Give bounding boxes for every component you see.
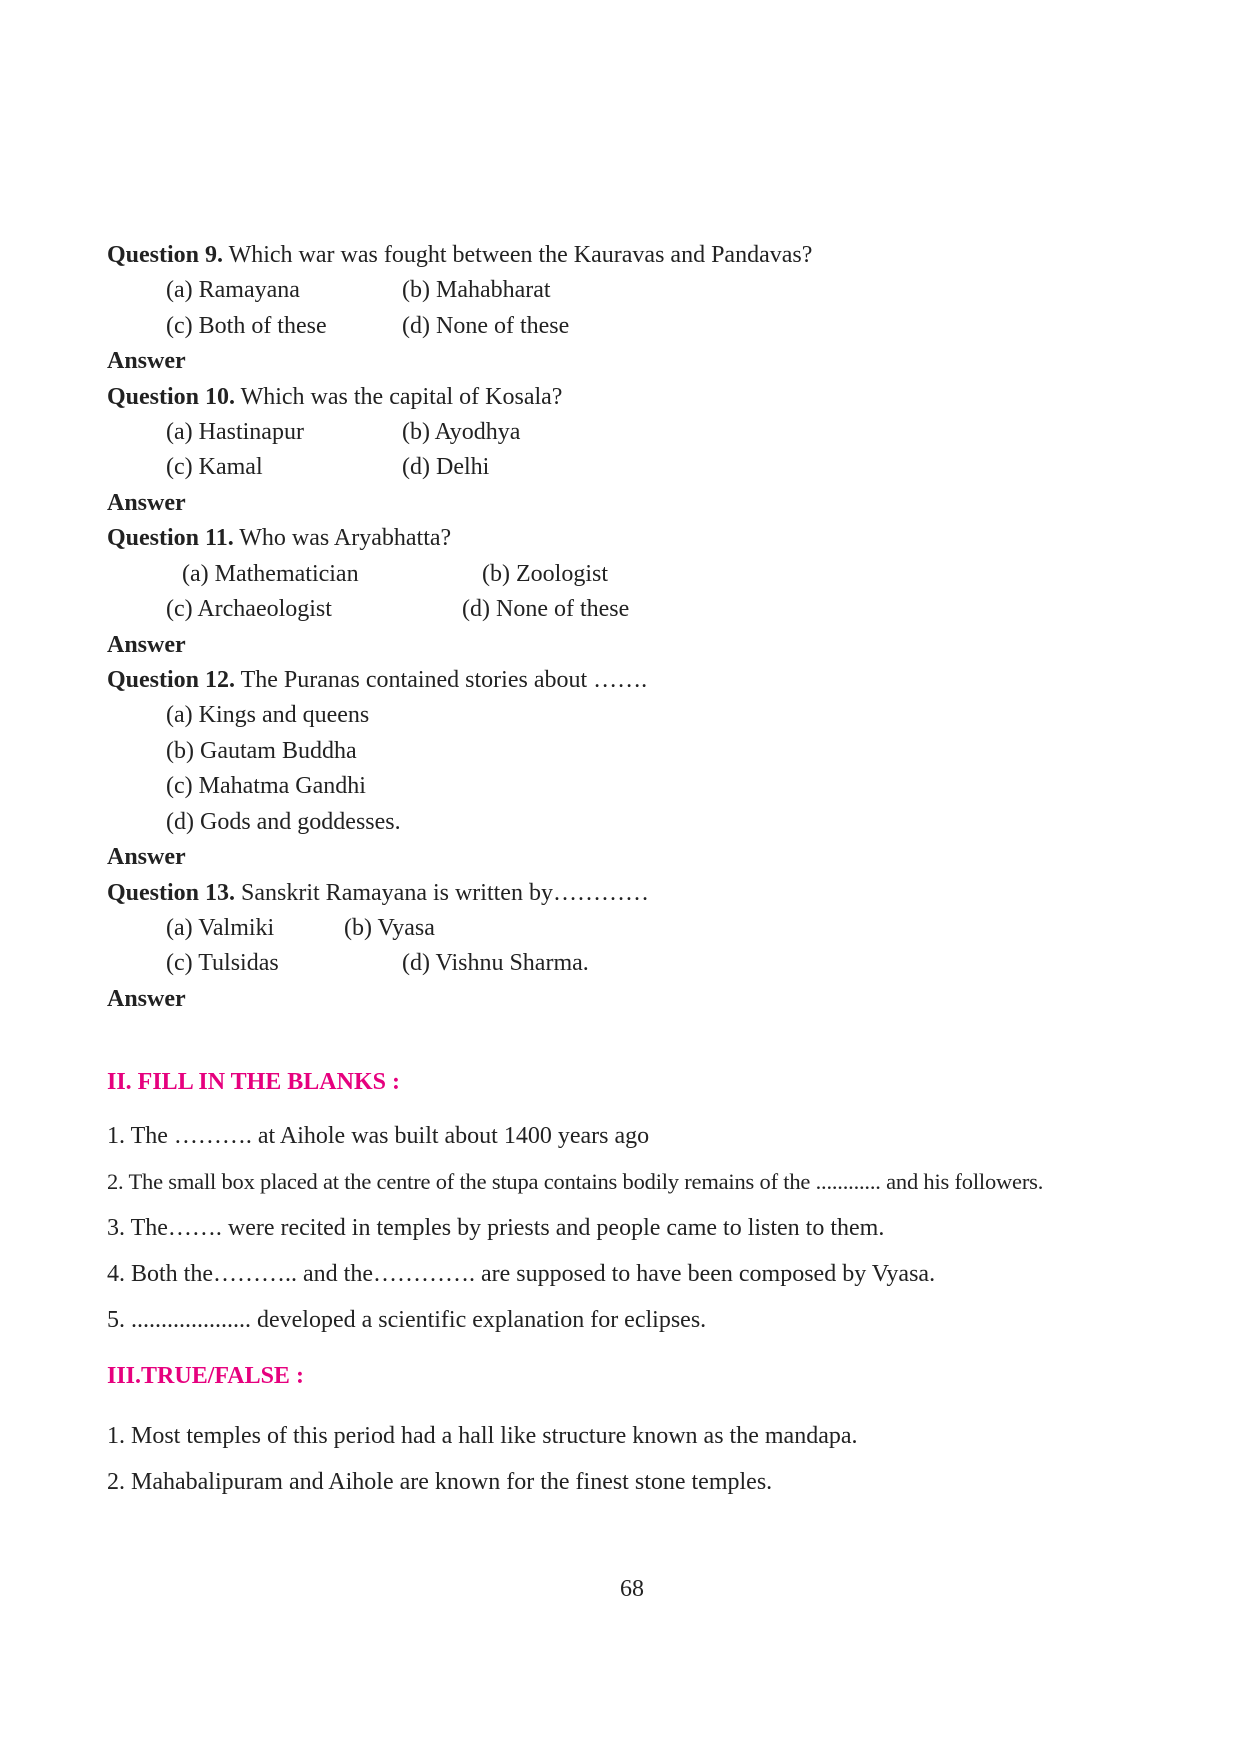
true-false-item: 1. Most temples of this period had a hall like structure known as the mandapa. (107, 1423, 858, 1449)
question-text: Which was the capital of Kosala? (235, 384, 563, 410)
section-heading-fill-blanks: II. FILL IN THE BLANKS : (107, 1069, 400, 1095)
answer-label: Answer (107, 986, 186, 1012)
fill-blank-item: 2. The small box placed at the centre of the stupa contains bodily remains of the ............ and his followers. (107, 1169, 1044, 1194)
question-label: Question 12. (107, 667, 236, 693)
option-b: (b) Vyasa (344, 915, 435, 941)
true-false-item: 2. Mahabalipuram and Aihole are known for the finest stone temples. (107, 1469, 773, 1495)
section-heading-true-false: III.TRUE/FALSE : (107, 1363, 304, 1389)
question-label: Question 10. (107, 384, 236, 410)
option-c: (c) Archaeologist (166, 596, 332, 622)
option-d: (d) Delhi (402, 454, 490, 480)
option-b: (b) Ayodhya (402, 419, 521, 445)
question-text: Who was Aryabhatta? (233, 525, 452, 551)
option-d: (d) None of these (462, 596, 630, 622)
question-12 (107, 665, 647, 695)
question-label: Question 13. (107, 880, 236, 906)
option-b: (b) Gautam Buddha (166, 738, 357, 764)
answer-label: Answer (107, 490, 186, 516)
option-d: (d) None of these (402, 313, 570, 339)
question-9 (107, 240, 812, 270)
question-11 (107, 523, 451, 553)
fill-blank-item: 3. The……. were recited in temples by priests and people came to listen to them. (107, 1215, 885, 1241)
option-b: (b) Zoologist (482, 561, 608, 587)
option-c: (c) Kamal (166, 454, 263, 480)
option-a: (a) Hastinapur (166, 419, 304, 445)
fill-blank-item: 5. .................... developed a scientific explanation for eclipses. (107, 1307, 707, 1333)
answer-label: Answer (107, 632, 186, 658)
answer-label: Answer (107, 844, 186, 870)
question-text: Which war was fought between the Kauravas and Pandavas? (223, 242, 813, 268)
answer-label: Answer (107, 348, 186, 374)
option-c: (c) Both of these (166, 313, 327, 339)
question-label: Question 9. (107, 242, 224, 268)
option-d: (d) Gods and goddesses. (166, 809, 401, 835)
option-d: (d) Vishnu Sharma. (402, 950, 589, 976)
option-a: (a) Valmiki (166, 915, 275, 941)
option-c: (c) Mahatma Gandhi (166, 773, 366, 799)
question-label: Question 11. (107, 525, 234, 551)
question-10 (107, 382, 562, 412)
question-text: Sanskrit Ramayana is written by………… (235, 880, 649, 906)
option-c: (c) Tulsidas (166, 950, 279, 976)
option-a: (a) Ramayana (166, 277, 300, 303)
question-13 (107, 878, 649, 908)
question-text: The Puranas contained stories about ……. (235, 667, 648, 693)
option-a: (a) Mathematician (182, 561, 359, 587)
fill-blank-item: 4. Both the……….. and the…………. are supposed to have been composed by Vyasa. (107, 1261, 936, 1287)
page-number: 68 (620, 1576, 644, 1602)
option-a: (a) Kings and queens (166, 702, 370, 728)
fill-blank-item: 1. The ………. at Aihole was built about 1400 years ago (107, 1123, 650, 1149)
option-b: (b) Mahabharat (402, 277, 551, 303)
